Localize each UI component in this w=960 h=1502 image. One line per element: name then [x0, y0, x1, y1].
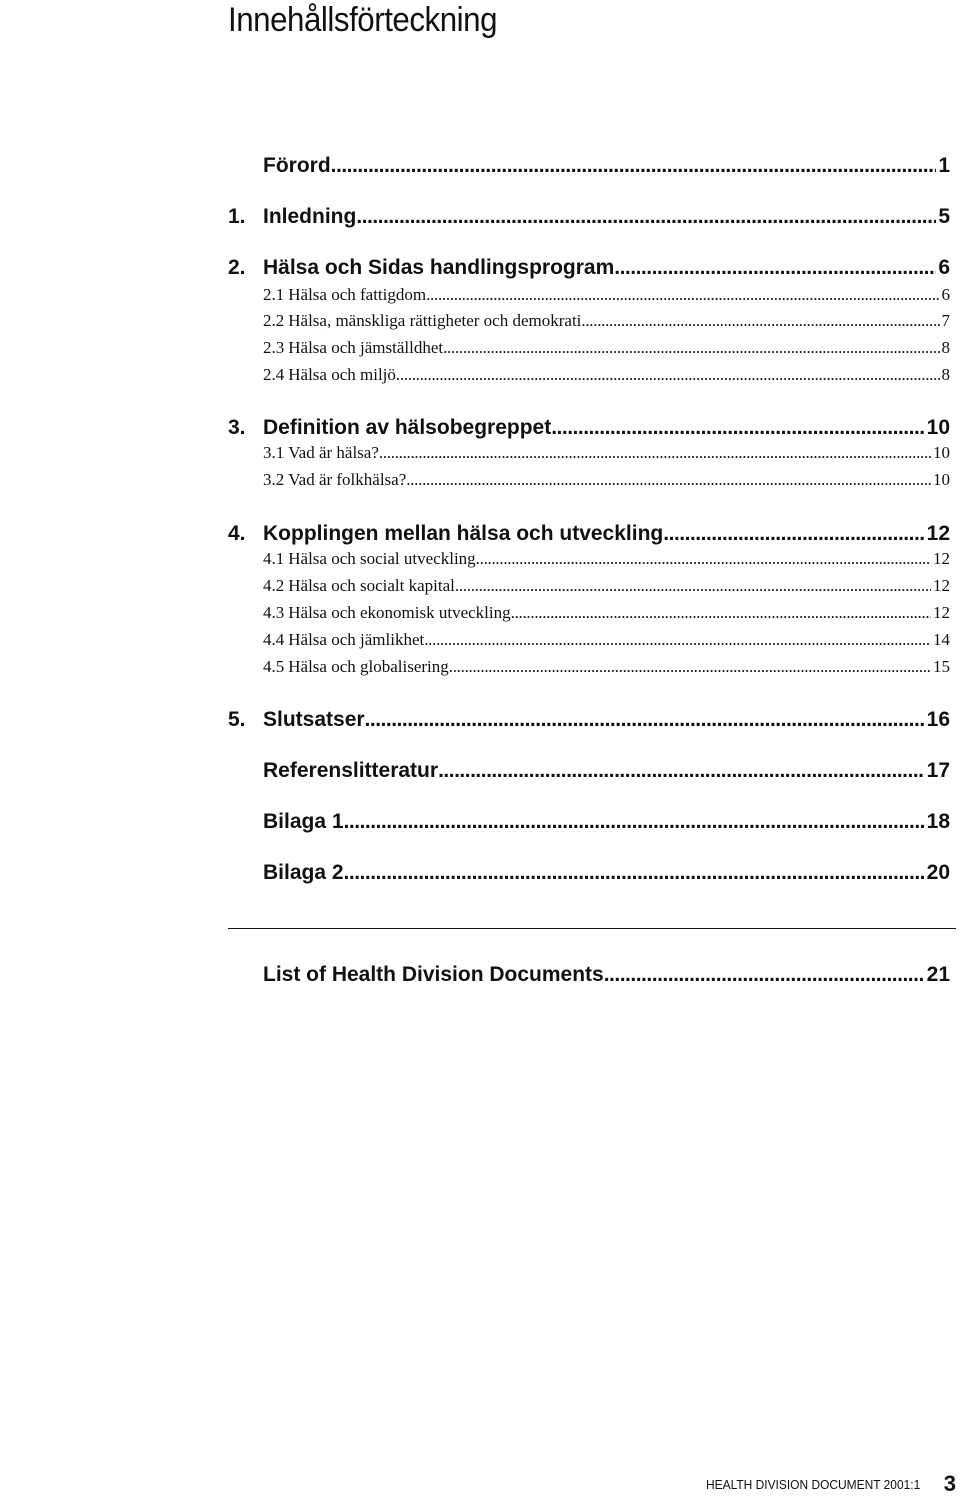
toc-entry-label: Referenslitteratur [263, 759, 439, 782]
toc-entry-label: Slutsatser [263, 708, 365, 731]
toc-leader-dots [356, 203, 936, 231]
toc-entry-number: 3.1 [263, 443, 285, 462]
toc-entry[interactable] [228, 655, 950, 679]
toc-entry-label: Vad är folkhälsa? [288, 470, 407, 489]
toc-entry[interactable] [228, 808, 950, 836]
toc-entry[interactable] [228, 547, 950, 571]
toc-entry-label: Kopplingen mellan hälsa och utveckling [263, 522, 664, 545]
toc-entry-label: Vad är hälsa? [288, 443, 379, 462]
toc-entry-number: 4.5 [263, 657, 285, 676]
toc-entry-label: Definition av hälsobegreppet [263, 416, 552, 439]
toc-entry-label: Hälsa och social utveckling [288, 549, 476, 568]
toc-entry-number: 5. [228, 708, 246, 731]
toc-leader-dots [663, 520, 924, 548]
toc-entry[interactable] [228, 628, 950, 652]
toc-leader-dots [551, 414, 924, 442]
toc-entry-label: Hälsa och ekonomisk utveckling [288, 603, 511, 622]
toc-entry-label: Bilaga 1 [263, 810, 344, 833]
toc-entry[interactable] [228, 601, 950, 625]
toc-entry-page: 6 [938, 256, 950, 279]
toc-entry-page: 10 [926, 416, 950, 439]
toc-entry-page: 14 [933, 630, 950, 649]
toc-entry-page: 12 [926, 522, 950, 545]
toc-entry[interactable] [228, 961, 950, 989]
toc-entry-label: Hälsa och miljö [288, 365, 396, 384]
toc-entry-page: 10 [933, 443, 950, 462]
toc-leader-dots [604, 961, 925, 989]
toc-leader-dots [331, 152, 937, 180]
toc-entry[interactable] [228, 309, 950, 333]
toc-leader-dots [449, 655, 931, 679]
toc-leader-dots [365, 706, 925, 734]
toc-entry-number: 4. [228, 522, 246, 545]
toc-entry-number: 4.3 [263, 603, 285, 622]
toc-leader-dots [614, 254, 936, 282]
toc-leader-dots [379, 441, 931, 465]
toc-entry-page: 16 [926, 708, 950, 731]
toc-entry[interactable] [228, 152, 950, 180]
toc-leader-dots [476, 547, 931, 571]
toc-entry[interactable] [228, 363, 950, 387]
toc-leader-dots [344, 859, 925, 887]
toc-entry[interactable] [228, 203, 950, 231]
toc-leader-dots [443, 336, 939, 360]
footer-page-number: 3 [943, 1471, 956, 1496]
toc-leader-dots [396, 363, 940, 387]
toc-entry-number: 4.2 [263, 576, 285, 595]
toc-entry-label: Bilaga 2 [263, 861, 344, 884]
toc-entry[interactable] [228, 283, 950, 307]
page-title: Innehållsförteckning [228, 1, 498, 39]
toc-entry[interactable] [228, 859, 950, 887]
divider-rule [228, 928, 956, 929]
toc-entry-number: 2.4 [263, 365, 285, 384]
toc-entry[interactable] [228, 441, 950, 465]
toc-entry[interactable] [228, 706, 950, 734]
toc-entry-number: 1. [228, 205, 246, 228]
toc-entry[interactable] [228, 757, 950, 785]
toc-entry-page: 18 [926, 810, 950, 833]
toc-entry-number: 2.2 [263, 311, 285, 330]
footer-document-label: HEALTH DIVISION DOCUMENT 2001:1 [706, 1477, 921, 1492]
toc-entry[interactable] [228, 254, 950, 282]
toc-entry-label: Hälsa och Sidas handlingsprogram [263, 256, 615, 279]
toc-leader-dots [581, 309, 939, 333]
toc-leader-dots [344, 808, 925, 836]
toc-entry-page: 21 [926, 963, 950, 986]
toc-entry-page: 8 [941, 338, 950, 357]
toc-entry-number: 2. [228, 256, 246, 279]
toc-entry-page: 12 [933, 576, 950, 595]
toc-entry[interactable] [228, 574, 950, 598]
toc-leader-dots [511, 601, 931, 625]
toc-entry-page: 7 [941, 311, 950, 330]
toc-entry-label: Inledning [263, 205, 357, 228]
toc-entry-page: 5 [938, 205, 950, 228]
toc-entry-page: 10 [933, 470, 950, 489]
toc-entry-page: 12 [933, 549, 950, 568]
toc-entry-label: Hälsa och fattigdom [288, 285, 427, 304]
toc-entry[interactable] [228, 520, 950, 548]
toc-entry-number: 4.4 [263, 630, 285, 649]
toc-entry-label: Hälsa och jämlikhet [288, 630, 425, 649]
toc-leader-dots [438, 757, 925, 785]
toc-entry-label: Hälsa och globalisering [288, 657, 449, 676]
toc-entry-label: Förord [263, 154, 331, 177]
toc-entry-label: Hälsa och socialt kapital [288, 576, 455, 595]
toc-entry[interactable] [228, 468, 950, 492]
toc-entry-page: 6 [941, 285, 950, 304]
toc-entry-label: List of Health Division Documents [263, 963, 604, 986]
toc-entry-label: Hälsa och jämställdhet [288, 338, 444, 357]
toc-leader-dots [426, 283, 939, 307]
toc-entry-number: 4.1 [263, 549, 285, 568]
toc-entry-page: 8 [941, 365, 950, 384]
toc-entry-label: Hälsa, mänskliga rättigheter och demokrati [288, 311, 582, 330]
toc-leader-dots [406, 468, 931, 492]
toc-entry-number: 2.1 [263, 285, 285, 304]
toc-leader-dots [424, 628, 931, 652]
toc-entry-number: 3. [228, 416, 246, 439]
page-footer [706, 1471, 956, 1496]
toc-entry-page: 12 [933, 603, 950, 622]
toc-entry-number: 2.3 [263, 338, 285, 357]
toc-entry-number: 3.2 [263, 470, 285, 489]
toc-entry-page: 15 [933, 657, 950, 676]
toc-entry[interactable] [228, 414, 950, 442]
toc-entry-page: 20 [926, 861, 950, 884]
toc-entry[interactable] [228, 336, 950, 360]
toc-entry-page: 1 [938, 154, 950, 177]
toc-leader-dots [455, 574, 931, 598]
toc-entry-page: 17 [926, 759, 950, 782]
